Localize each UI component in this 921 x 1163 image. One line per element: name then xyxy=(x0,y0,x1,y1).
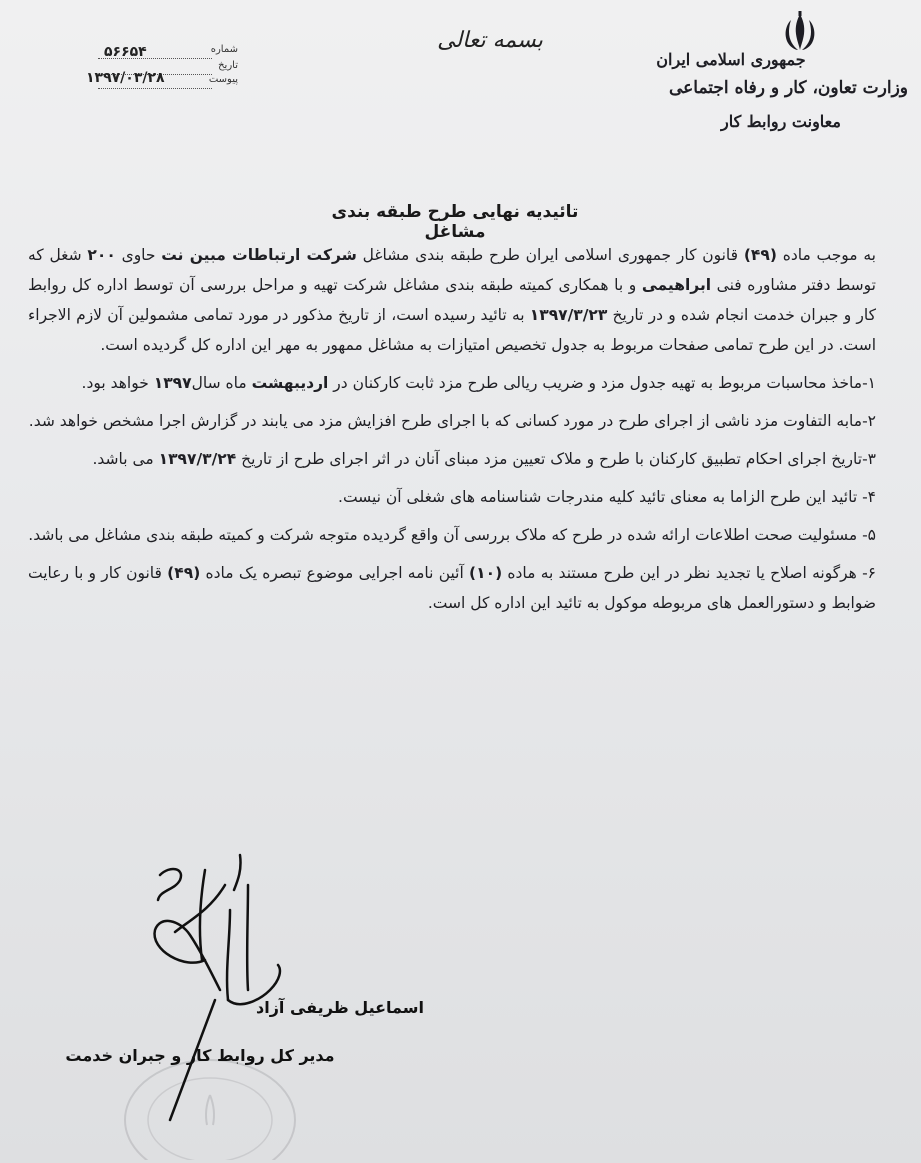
consultant-name: ابراهیمی xyxy=(641,276,712,294)
approval-date: ۱۳۹۷/۳/۲۳ xyxy=(529,306,608,324)
number-label: شماره xyxy=(210,44,238,55)
company-name: شرکت ارتباطات مبین نت xyxy=(161,246,357,264)
basmala: بسمه تعالی xyxy=(437,28,543,53)
item-1: ۱-ماخذ محاسبات مربوط به تهیه جدول مزد و ضریب ریالی طرح مزد ثابت کارکنان در اردیبهشت ماه سال۱۳۹۷ خواهد بود. xyxy=(81,374,876,392)
header-country: جمهوری اسلامی ایران xyxy=(656,50,806,69)
attachment-row xyxy=(86,70,238,90)
signatory-name: اسماعیل ظریفی آزاد xyxy=(256,998,424,1017)
letter-title: تائیدیه نهایی طرح طبقه بندی مشاغل xyxy=(331,202,579,242)
letter-date: ۱۳۹۷/۰۳/۲۸ xyxy=(86,70,165,86)
handwritten-signature-icon xyxy=(130,850,350,1130)
item-4: ۴- تائید این طرح الزاما به معنای تائید کلیه مندرجات شناسنامه های شغلی آن نیست. xyxy=(338,488,876,506)
item-3: ۳-تاریخ اجرای احکام تطبیق کارکنان با طرح و ملاک تعیین مزد مبنای آنان در اثر اجرای طرح از تاریخ ۱۳۹۷/۳/۲۴ می باشد. xyxy=(92,450,876,468)
law-article: (۴۹) xyxy=(743,246,777,264)
letter-meta xyxy=(86,44,238,90)
number-row xyxy=(98,44,238,60)
intro-paragraph: به موجب ماده (۴۹) قانون کار جمهوری اسلامی ایران طرح طبقه بندی مشاغل شرکت ارتباطات مبین نت حاوی ۲۰۰ شغل که توسط دفتر مشاوره فنی ابراهیمی و با همکاری کمیته طبقه بندی مشاغل شرکت تهیه و مراحل بررسی آن توسط اداره کل روابط کار و جبران خدمت انجام شده و در تاریخ ۱۳۹۷/۳/۲۳ به تائید رسیده است، از تاریخ مذکور در مورد تمامی مشمولین آن لازم الاجراء است. در این طرح تمامی صفحات مربوط به جدول تخصیص امتیازات به مشاغل ممهور به مهر این اداره کل گردیده است. xyxy=(28,246,876,354)
header-deputy: معاونت روابط کار xyxy=(721,112,841,131)
header-ministry: وزارت تعاون، کار و رفاه اجتماعی xyxy=(668,78,909,98)
item-5: ۵- مسئولیت صحت اطلاعات ارائه شده در طرح که ملاک بررسی آن واقع گردیده متوجه شرکت و کمیته طبقه بندی مشاغل می باشد. xyxy=(28,526,876,544)
job-count: ۲۰۰ xyxy=(87,246,116,264)
signatory-title: مدیر کل روابط کار و جبران خدمت xyxy=(65,1046,335,1065)
letter-body xyxy=(28,240,876,626)
date-label: تاریخ xyxy=(218,60,238,71)
item-2: ۲-مابه التفاوت مزد ناشی از اجرای طرح در مورد کسانی که با اجرای طرح افزایش مزد می یابند در گزارش اجرا مشخص خواهد شد. xyxy=(28,412,876,430)
attachment-label: پیوست xyxy=(208,74,238,85)
letter-number: ۵۶۶۵۴ xyxy=(104,44,147,60)
item-6: ۶- هرگونه اصلاح یا تجدید نظر در این طرح مستند به ماده (۱۰) آئین نامه اجرایی موضوع تبصره یک ماده (۴۹) قانون کار و با رعایت ضوابط و دستورالعمل های مربوطه موکول به تائید این اداره کل است. xyxy=(28,564,876,612)
